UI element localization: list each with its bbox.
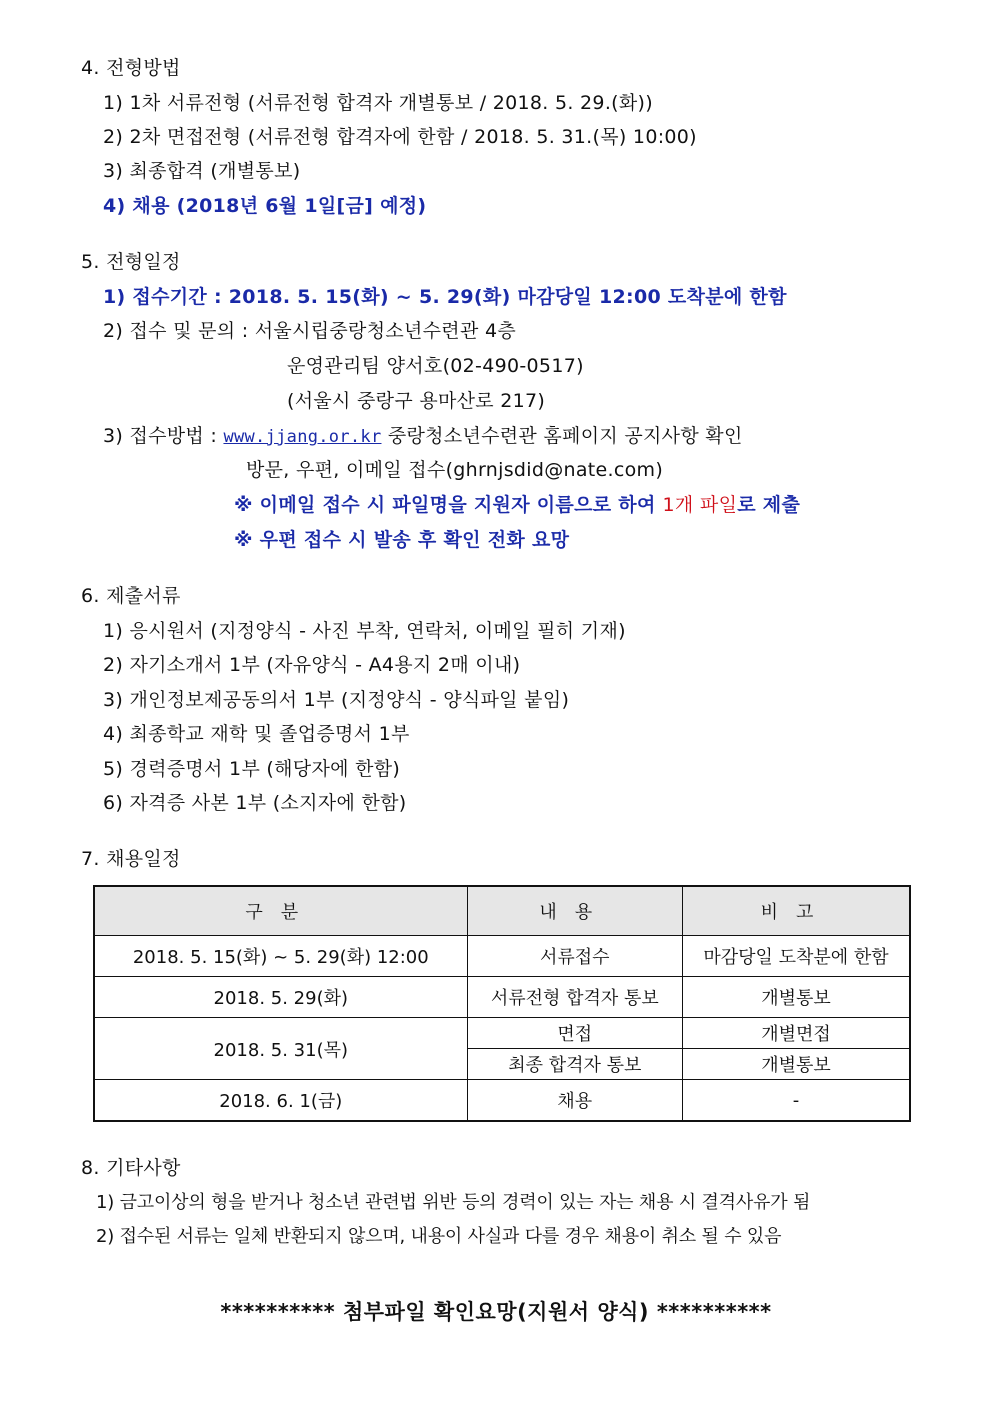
cell-content: 채용 <box>467 1080 682 1122</box>
cell-date: 2018. 6. 1(금) <box>94 1080 467 1122</box>
s6-item-3: 3) 개인정보제공동의서 1부 (지정양식 - 양식파일 붙임) <box>103 689 570 711</box>
header-note: 비고 <box>683 886 910 936</box>
s5-note-email <box>234 493 800 517</box>
table-header-row <box>94 886 910 936</box>
table-row <box>94 1018 910 1049</box>
s5-item-2: 2) 접수 및 문의 : 서울시립중랑청소년수련관 4층 <box>103 320 517 342</box>
cell-content: 서류전형 합격자 통보 <box>467 977 682 1018</box>
cell-content: 최종 합격자 통보 <box>467 1049 682 1080</box>
s6-item-1: 1) 응시원서 (지정양식 - 사진 부착, 연락처, 이메일 필히 기재) <box>103 620 626 642</box>
s5-item-2-contact: 운영관리팀 양서호(02-490-0517) <box>287 355 584 377</box>
section-8-title: 8. 기타사항 <box>81 1157 181 1179</box>
cell-content: 면접 <box>467 1018 682 1049</box>
note-email-text-c: 로 제출 <box>737 494 801 516</box>
s4-item-1: 1) 1차 서류전형 (서류전형 합격자 개별통보 / 2018. 5. 29.(화)) <box>103 92 653 114</box>
note-email-text-a: ※ 이메일 접수 시 파일명을 지원자 이름으로 하여 <box>234 494 663 516</box>
note-email-highlight: 1개 파일 <box>662 494 738 516</box>
s6-item-5: 5) 경력증명서 1부 (해당자에 한함) <box>103 758 401 780</box>
attachment-notice: ********** 첨부파일 확인요망(지원서 양식) ********** <box>220 1300 772 1324</box>
s5-item-3-prefix: 3) 접수방법 : <box>103 425 218 447</box>
schedule-table <box>93 885 911 1122</box>
s4-item-2: 2) 2차 면접전형 (서류전형 합격자에 한함 / 2018. 5. 31.(목) 10:00) <box>103 126 697 148</box>
cell-note: 마감당일 도착분에 한함 <box>683 936 910 977</box>
cell-note: 개별면접 <box>683 1018 910 1049</box>
homepage-link[interactable]: www.jjang.or.kr <box>223 427 382 447</box>
s6-item-2: 2) 자기소개서 1부 (자유양식 - A4용지 2매 이내) <box>103 654 521 676</box>
section-4-title: 4. 전형방법 <box>81 57 181 79</box>
table-row <box>94 936 910 977</box>
cell-note: 개별통보 <box>683 977 910 1018</box>
cell-date: 2018. 5. 29(화) <box>94 977 467 1018</box>
cell-note: 개별통보 <box>683 1049 910 1080</box>
table-row <box>94 1080 910 1122</box>
s5-item-3 <box>103 424 743 449</box>
s4-item-3: 3) 최종합격 (개별통보) <box>103 160 301 182</box>
s5-item-2-address: (서울시 중랑구 용마산로 217) <box>287 390 546 412</box>
s4-item-4: 4) 채용 (2018년 6월 1일[금] 예정) <box>103 195 427 217</box>
cell-content: 서류접수 <box>467 936 682 977</box>
s6-item-4: 4) 최종학교 재학 및 졸업증명서 1부 <box>103 723 410 745</box>
cell-date: 2018. 5. 15(화) ~ 5. 29(화) 12:00 <box>94 936 467 977</box>
section-7-title: 7. 채용일정 <box>81 848 181 870</box>
header-category: 구분 <box>94 886 467 936</box>
s5-item-3-suffix: 중랑청소년수련관 홈페이지 공지사항 확인 <box>387 425 743 447</box>
section-5-title: 5. 전형일정 <box>81 251 181 273</box>
table-row <box>94 977 910 1018</box>
cell-note: - <box>683 1080 910 1122</box>
header-content: 내용 <box>467 886 682 936</box>
s8-item-2: 2) 접수된 서류는 일체 반환되지 않으며, 내용이 사실과 다를 경우 채용이 취소 될 수 있음 <box>96 1226 782 1247</box>
s6-item-6: 6) 자격증 사본 1부 (소지자에 한함) <box>103 792 407 814</box>
section-6-title: 6. 제출서류 <box>81 585 181 607</box>
s5-item-3-methods: 방문, 우편, 이메일 접수(ghrnjsdid@nate.com) <box>246 459 664 481</box>
s5-note-post: ※ 우편 접수 시 발송 후 확인 전화 요망 <box>234 529 570 551</box>
s5-item-1: 1) 접수기간 : 2018. 5. 15(화) ~ 5. 29(화) 마감당일 12:00 도착분에 한함 <box>103 286 787 308</box>
cell-date: 2018. 5. 31(목) <box>94 1018 467 1080</box>
s8-item-1: 1) 금고이상의 형을 받거나 청소년 관련법 위반 등의 경력이 있는 자는 채용 시 결격사유가 됨 <box>96 1192 811 1213</box>
